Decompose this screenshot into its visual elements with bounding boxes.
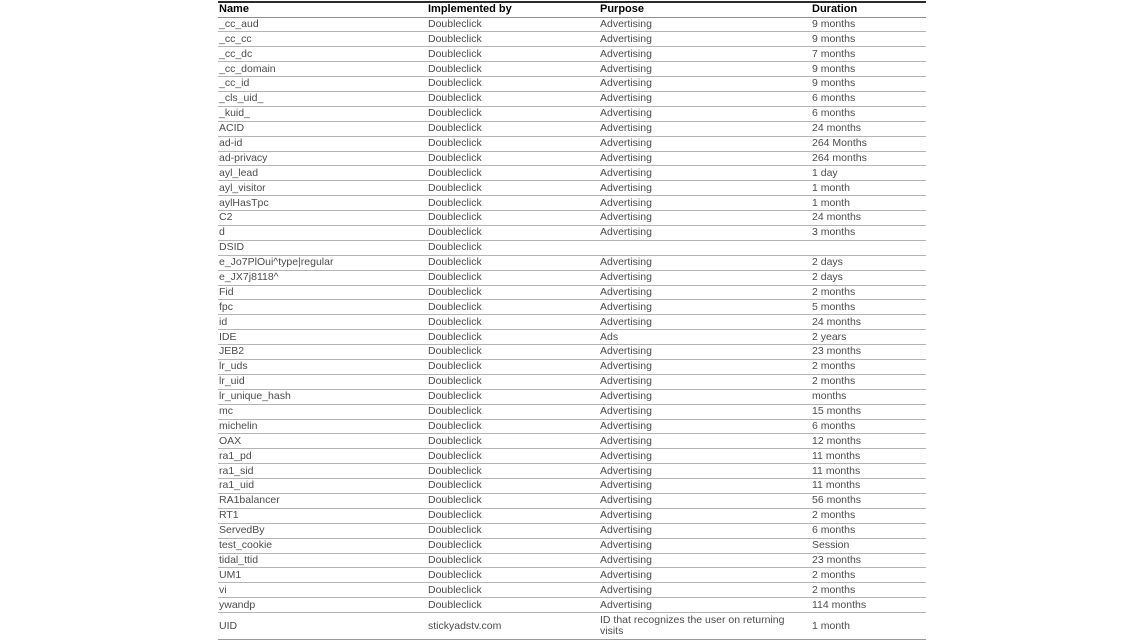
cell-implemented-by: Doubleclick	[427, 77, 599, 92]
cell-implemented-by: Doubleclick	[427, 196, 599, 211]
cell-duration: 24 months	[811, 121, 926, 136]
cell-purpose: Advertising	[599, 464, 811, 479]
cell-implemented-by: Doubleclick	[427, 404, 599, 419]
cell-duration: 1 day	[811, 166, 926, 181]
cell-implemented-by: Doubleclick	[427, 211, 599, 226]
cell-duration: 6 months	[811, 106, 926, 121]
cell-duration: 1 month	[811, 613, 926, 640]
cell-duration: 2 months	[811, 583, 926, 598]
cell-purpose: Advertising	[599, 136, 811, 151]
table-row	[218, 255, 926, 270]
table-row	[218, 598, 926, 613]
cell-purpose: Advertising	[599, 345, 811, 360]
cell-duration: 9 months	[811, 17, 926, 32]
column-header-duration: Duration	[811, 2, 926, 17]
cell-purpose: Advertising	[599, 47, 811, 62]
cell-name: aylHasTpc	[218, 196, 427, 211]
cell-purpose: Advertising	[599, 494, 811, 509]
cell-duration: 2 days	[811, 270, 926, 285]
cell-duration: 23 months	[811, 345, 926, 360]
table-row	[218, 181, 926, 196]
table-row	[218, 553, 926, 568]
table-row	[218, 32, 926, 47]
cell-implemented-by: Doubleclick	[427, 270, 599, 285]
cell-purpose: Advertising	[599, 121, 811, 136]
cell-name: RA1balancer	[218, 494, 427, 509]
cell-implemented-by: Doubleclick	[427, 479, 599, 494]
cell-implemented-by: Doubleclick	[427, 568, 599, 583]
cell-implemented-by: stickyadstv.com	[427, 613, 599, 640]
table-row	[218, 613, 926, 640]
cell-purpose: Advertising	[599, 374, 811, 389]
cell-purpose: Advertising	[599, 523, 811, 538]
cell-name: C2	[218, 211, 427, 226]
table-body	[218, 17, 926, 640]
cell-duration: 2 months	[811, 508, 926, 523]
cell-name: ra1_uid	[218, 479, 427, 494]
cell-implemented-by: Doubleclick	[427, 240, 599, 255]
cell-implemented-by: Doubleclick	[427, 121, 599, 136]
cell-purpose: Advertising	[599, 211, 811, 226]
cell-name: _cc_aud	[218, 17, 427, 32]
cell-purpose: Advertising	[599, 62, 811, 77]
table-row	[218, 211, 926, 226]
cell-duration: Session	[811, 538, 926, 553]
cell-name: JEB2	[218, 345, 427, 360]
table-row	[218, 225, 926, 240]
cell-duration: 56 months	[811, 494, 926, 509]
cell-purpose: Advertising	[599, 315, 811, 330]
cell-implemented-by: Doubleclick	[427, 106, 599, 121]
table-row	[218, 17, 926, 32]
table-row	[218, 464, 926, 479]
cell-purpose: Advertising	[599, 285, 811, 300]
cell-implemented-by: Doubleclick	[427, 181, 599, 196]
header-row	[218, 2, 926, 17]
table-row	[218, 345, 926, 360]
cookie-table-container	[218, 1, 926, 640]
cell-purpose: Advertising	[599, 91, 811, 106]
cell-implemented-by: Doubleclick	[427, 255, 599, 270]
cell-implemented-by: Doubleclick	[427, 419, 599, 434]
table-row	[218, 434, 926, 449]
cell-duration: 2 months	[811, 374, 926, 389]
cell-implemented-by: Doubleclick	[427, 17, 599, 32]
cell-purpose: Advertising	[599, 77, 811, 92]
cell-implemented-by: Doubleclick	[427, 583, 599, 598]
cell-duration: 7 months	[811, 47, 926, 62]
cell-name: michelin	[218, 419, 427, 434]
cell-name: e_Jo7PlOui^type|regular	[218, 255, 427, 270]
cell-implemented-by: Doubleclick	[427, 62, 599, 77]
cell-name: lr_uds	[218, 359, 427, 374]
table-row	[218, 77, 926, 92]
cell-name: vi	[218, 583, 427, 598]
cell-name: _cls_uid_	[218, 91, 427, 106]
cell-purpose: Advertising	[599, 181, 811, 196]
cell-duration: 2 years	[811, 330, 926, 345]
cell-name: ACID	[218, 121, 427, 136]
table-row	[218, 494, 926, 509]
cell-name: e_JX7j8118^	[218, 270, 427, 285]
cell-implemented-by: Doubleclick	[427, 374, 599, 389]
cell-name: _cc_id	[218, 77, 427, 92]
cell-name: ad-privacy	[218, 151, 427, 166]
table-row	[218, 270, 926, 285]
table-row	[218, 330, 926, 345]
cell-name: d	[218, 225, 427, 240]
cell-name: id	[218, 315, 427, 330]
cell-duration: 6 months	[811, 523, 926, 538]
cell-duration: 11 months	[811, 479, 926, 494]
cell-name: _cc_cc	[218, 32, 427, 47]
cell-name: RT1	[218, 508, 427, 523]
cell-duration: 2 months	[811, 359, 926, 374]
cell-duration: 12 months	[811, 434, 926, 449]
table-row	[218, 389, 926, 404]
cell-name: ad-id	[218, 136, 427, 151]
cell-name: DSID	[218, 240, 427, 255]
table-row	[218, 240, 926, 255]
cell-name: UID	[218, 613, 427, 640]
cell-name: _kuid_	[218, 106, 427, 121]
cell-duration: 24 months	[811, 315, 926, 330]
cell-purpose: Advertising	[599, 17, 811, 32]
cell-purpose: Advertising	[599, 553, 811, 568]
cell-duration: 3 months	[811, 225, 926, 240]
cell-purpose: Advertising	[599, 151, 811, 166]
table-row	[218, 166, 926, 181]
table-row	[218, 62, 926, 77]
cell-implemented-by: Doubleclick	[427, 315, 599, 330]
cell-duration: 2 days	[811, 255, 926, 270]
cell-implemented-by: Doubleclick	[427, 91, 599, 106]
table-row	[218, 91, 926, 106]
cell-purpose: Advertising	[599, 166, 811, 181]
cell-implemented-by: Doubleclick	[427, 359, 599, 374]
cell-duration: 1 month	[811, 196, 926, 211]
cell-name: ayl_lead	[218, 166, 427, 181]
cell-implemented-by: Doubleclick	[427, 523, 599, 538]
cell-name: _cc_dc	[218, 47, 427, 62]
cell-duration: 264 months	[811, 151, 926, 166]
cell-duration: 24 months	[811, 211, 926, 226]
cell-purpose: Advertising	[599, 568, 811, 583]
cookie-table	[218, 1, 926, 640]
cell-duration	[811, 240, 926, 255]
cell-purpose: Advertising	[599, 225, 811, 240]
table-row	[218, 523, 926, 538]
cell-purpose: Advertising	[599, 538, 811, 553]
cell-purpose: Advertising	[599, 32, 811, 47]
cell-name: tidal_ttid	[218, 553, 427, 568]
cell-duration: 5 months	[811, 300, 926, 315]
table-row	[218, 285, 926, 300]
table-row	[218, 196, 926, 211]
cell-name: ra1_sid	[218, 464, 427, 479]
cell-purpose: Advertising	[599, 449, 811, 464]
cell-implemented-by: Doubleclick	[427, 345, 599, 360]
cell-name: Fid	[218, 285, 427, 300]
cell-name: ayl_visitor	[218, 181, 427, 196]
cell-implemented-by: Doubleclick	[427, 434, 599, 449]
cell-implemented-by: Doubleclick	[427, 136, 599, 151]
cell-purpose: Advertising	[599, 479, 811, 494]
cell-duration: 23 months	[811, 553, 926, 568]
cell-duration: 2 months	[811, 568, 926, 583]
column-header-purpose: Purpose	[599, 2, 811, 17]
column-header-name: Name	[218, 2, 427, 17]
table-row	[218, 568, 926, 583]
cell-purpose: Advertising	[599, 359, 811, 374]
cell-purpose: Advertising	[599, 508, 811, 523]
column-header-implemented-by: Implemented by	[427, 2, 599, 17]
table-row	[218, 404, 926, 419]
cell-implemented-by: Doubleclick	[427, 285, 599, 300]
table-row	[218, 47, 926, 62]
table-row	[218, 359, 926, 374]
table-row	[218, 106, 926, 121]
cell-implemented-by: Doubleclick	[427, 508, 599, 523]
cell-duration: 11 months	[811, 449, 926, 464]
cell-duration: 1 month	[811, 181, 926, 196]
cell-name: ywandp	[218, 598, 427, 613]
cell-name: mc	[218, 404, 427, 419]
cell-implemented-by: Doubleclick	[427, 330, 599, 345]
table-row	[218, 508, 926, 523]
cell-purpose: Advertising	[599, 434, 811, 449]
cell-name: OAX	[218, 434, 427, 449]
cell-purpose: Advertising	[599, 583, 811, 598]
table-row	[218, 374, 926, 389]
cell-duration: 9 months	[811, 62, 926, 77]
table-row	[218, 151, 926, 166]
cell-name: ServedBy	[218, 523, 427, 538]
cell-purpose: Ads	[599, 330, 811, 345]
cell-purpose	[599, 240, 811, 255]
table-row	[218, 121, 926, 136]
cell-implemented-by: Doubleclick	[427, 166, 599, 181]
cell-purpose: Advertising	[599, 598, 811, 613]
table-row	[218, 479, 926, 494]
cell-purpose: ID that recognizes the user on returning visits	[599, 613, 811, 640]
cell-name: ra1_pd	[218, 449, 427, 464]
cell-purpose: Advertising	[599, 106, 811, 121]
cell-implemented-by: Doubleclick	[427, 553, 599, 568]
cell-duration: 15 months	[811, 404, 926, 419]
cell-duration: 264 Months	[811, 136, 926, 151]
cell-purpose: Advertising	[599, 419, 811, 434]
cell-name: UM1	[218, 568, 427, 583]
cell-implemented-by: Doubleclick	[427, 494, 599, 509]
cell-duration: 2 months	[811, 285, 926, 300]
cell-purpose: Advertising	[599, 270, 811, 285]
cell-name: _cc_domain	[218, 62, 427, 77]
cell-implemented-by: Doubleclick	[427, 389, 599, 404]
cell-duration: 6 months	[811, 419, 926, 434]
table-row	[218, 419, 926, 434]
cell-implemented-by: Doubleclick	[427, 300, 599, 315]
cell-purpose: Advertising	[599, 404, 811, 419]
cell-name: IDE	[218, 330, 427, 345]
cell-implemented-by: Doubleclick	[427, 151, 599, 166]
cell-name: fpc	[218, 300, 427, 315]
cell-name: test_cookie	[218, 538, 427, 553]
table-row	[218, 315, 926, 330]
cell-duration: 9 months	[811, 32, 926, 47]
table-row	[218, 538, 926, 553]
table-row	[218, 583, 926, 598]
cell-implemented-by: Doubleclick	[427, 598, 599, 613]
cell-duration: 9 months	[811, 77, 926, 92]
cell-purpose: Advertising	[599, 389, 811, 404]
cell-implemented-by: Doubleclick	[427, 47, 599, 62]
cell-duration: 114 months	[811, 598, 926, 613]
cell-name: lr_unique_hash	[218, 389, 427, 404]
cell-implemented-by: Doubleclick	[427, 538, 599, 553]
cell-implemented-by: Doubleclick	[427, 449, 599, 464]
cell-duration: 6 months	[811, 91, 926, 106]
table-row	[218, 449, 926, 464]
cell-duration: 11 months	[811, 464, 926, 479]
cell-name: lr_uid	[218, 374, 427, 389]
cell-purpose: Advertising	[599, 255, 811, 270]
cell-implemented-by: Doubleclick	[427, 32, 599, 47]
cell-implemented-by: Doubleclick	[427, 464, 599, 479]
cell-duration: months	[811, 389, 926, 404]
cell-implemented-by: Doubleclick	[427, 225, 599, 240]
cell-purpose: Advertising	[599, 300, 811, 315]
cell-purpose: Advertising	[599, 196, 811, 211]
table-row	[218, 136, 926, 151]
table-row	[218, 300, 926, 315]
